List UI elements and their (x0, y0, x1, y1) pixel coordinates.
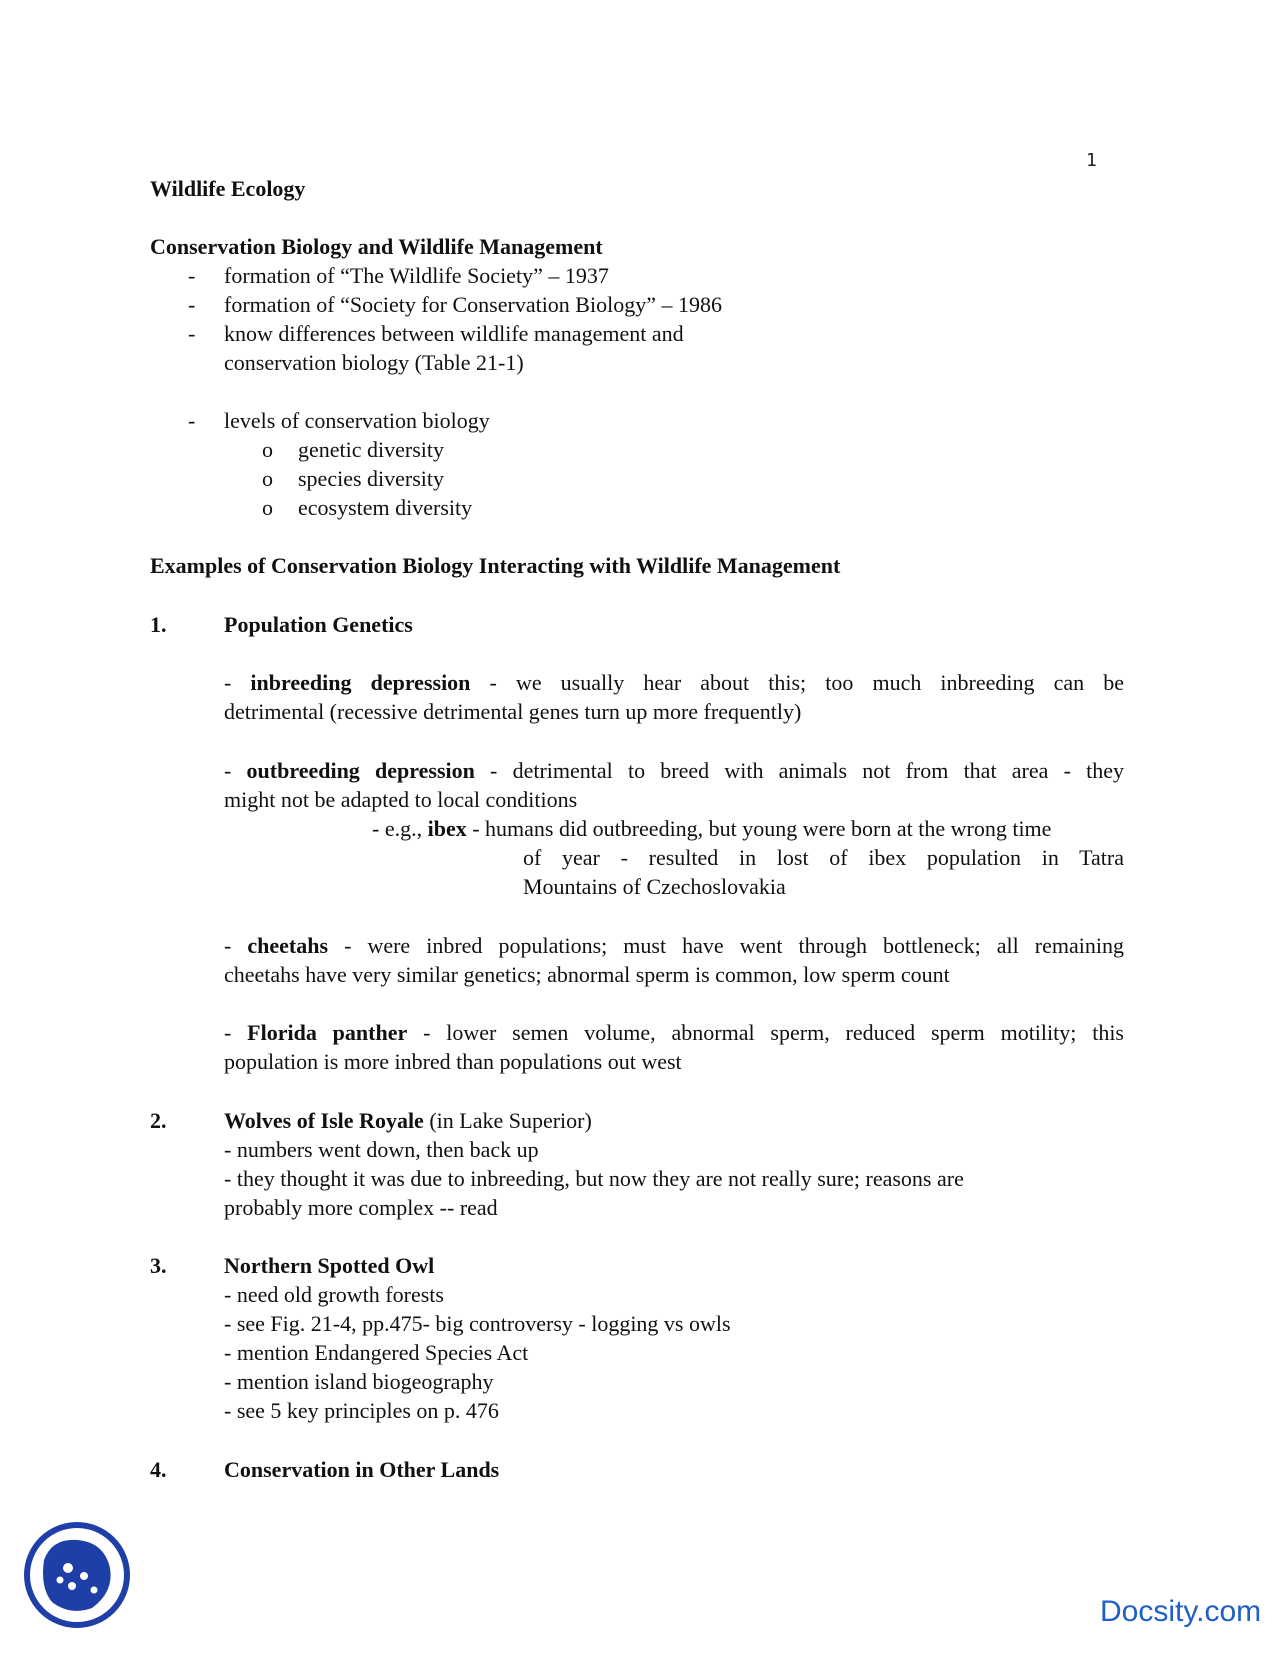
sub-bullet-o: o (262, 437, 273, 462)
paragraph-line: population is more inbred than populations out west (224, 1049, 682, 1074)
paragraph-inbreeding: - inbreeding depression - we usually hear about this; too much inbreeding can be (224, 670, 1124, 695)
term-florida-panther: Florida panther (247, 1020, 408, 1045)
item-line: probably more complex -- read (224, 1195, 498, 1220)
bullet-dash: - (188, 408, 196, 433)
item-line: - see Fig. 21-4, pp.475- big controversy - logging vs owls (224, 1311, 731, 1336)
page-number: 1 (1086, 150, 1097, 171)
item-line: - need old growth forests (224, 1282, 444, 1307)
example-ibex: - e.g., ibex - humans did outbreeding, but young were born at the wrong time (372, 816, 1052, 841)
bullet-item: know differences between wildlife management and (224, 321, 684, 346)
item-title: Northern Spotted Owl (224, 1253, 435, 1278)
bullet-item: formation of “The Wildlife Society” – 1937 (224, 263, 609, 288)
term-outbreeding: outbreeding depression (246, 758, 475, 783)
bullet-dash: - (188, 321, 196, 346)
paragraph-panther: - Florida panther - lower semen volume, abnormal sperm, reduced sperm motility; this (224, 1020, 1124, 1045)
item-line: - see 5 key principles on p. 476 (224, 1398, 499, 1423)
brand-watermark[interactable]: Docsity.com (1100, 1595, 1262, 1628)
paragraph-line: cheetahs have very similar genetics; abnormal sperm is common, low sperm count (224, 962, 950, 987)
item-number: 2. (150, 1108, 167, 1133)
paragraph-line: detrimental (recessive detrimental genes turn up more frequently) (224, 699, 802, 724)
item-line: - they thought it was due to inbreeding, but now they are not really sure; reasons are (224, 1166, 964, 1191)
example-ibex-line: Mountains of Czechoslovakia (523, 874, 786, 899)
sub-bullet-item: species diversity (298, 466, 445, 491)
section-heading-examples: Examples of Conservation Biology Interacting with Wildlife Management (150, 553, 841, 578)
term-cheetahs: cheetahs (247, 933, 329, 958)
bullet-item: levels of conservation biology (224, 408, 490, 433)
item-title: Population Genetics (224, 612, 413, 637)
item-title: Wolves of Isle Royale (in Lake Superior) (224, 1108, 592, 1133)
section-heading-conservation: Conservation Biology and Wildlife Management (150, 234, 603, 259)
sub-bullet-item: ecosystem diversity (298, 495, 473, 520)
bullet-dash: - (188, 292, 196, 317)
item-number: 1. (150, 612, 167, 637)
docsity-logo-icon[interactable] (22, 1520, 132, 1630)
term-ibex: ibex (427, 816, 467, 841)
example-ibex-line: of year - resulted in lost of ibex population in Tatra (523, 845, 1124, 870)
bullet-item: formation of “Society for Conservation Biology” – 1986 (224, 292, 722, 317)
document-title: Wildlife Ecology (150, 176, 306, 201)
item-number: 3. (150, 1253, 167, 1278)
paragraph-cheetahs: - cheetahs - were inbred populations; must have went through bottleneck; all remaining (224, 933, 1124, 958)
sub-bullet-o: o (262, 466, 273, 491)
paragraph-outbreeding: - outbreeding depression - detrimental to breed with animals not from that area - they (224, 758, 1124, 783)
term-inbreeding: inbreeding depression (250, 670, 471, 695)
bullet-dash: - (188, 263, 196, 288)
sub-bullet-item: genetic diversity (298, 437, 445, 462)
item-number: 4. (150, 1457, 167, 1482)
bullet-item-continued: conservation biology (Table 21-1) (224, 350, 524, 375)
item-line: - mention island biogeography (224, 1369, 494, 1394)
item-title: Conservation in Other Lands (224, 1457, 500, 1482)
item-line: - numbers went down, then back up (224, 1137, 539, 1162)
sub-bullet-o: o (262, 495, 273, 520)
item-line: - mention Endangered Species Act (224, 1340, 529, 1365)
paragraph-line: might not be adapted to local conditions (224, 787, 578, 812)
